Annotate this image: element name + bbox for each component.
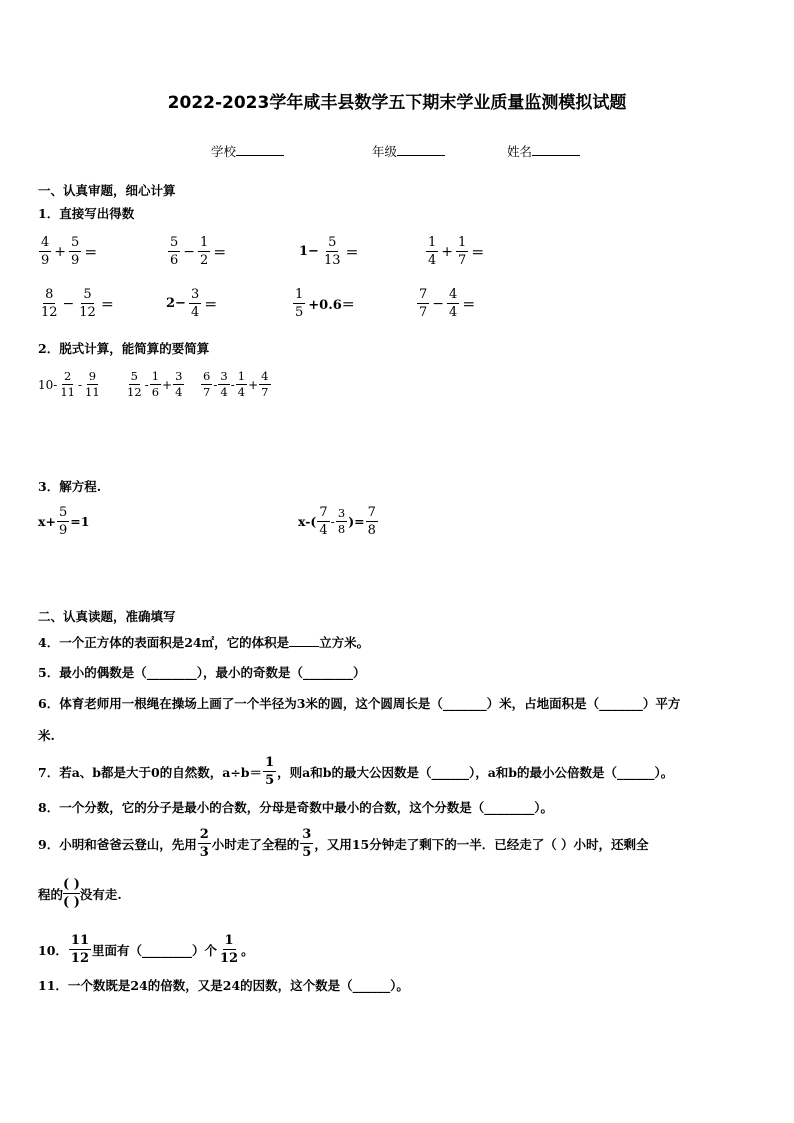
q4-blank bbox=[289, 634, 319, 647]
q8: 8．一个分数，它的分子是最小的合数，分母是奇数中最小的合数，这个分数是（________）。 bbox=[38, 800, 553, 815]
q6-line-2: 米. bbox=[38, 728, 55, 743]
q1-expr-8: $\frac{7}{7}$ − $\frac{4}{4}$ ＝ bbox=[419, 287, 476, 320]
q6-line-1: 6．体育老师用一根绳在操场上画了一个半径为3米的圆，这个圆周长是（_______）米，占地面积是（_______）平方 bbox=[38, 696, 681, 711]
q9-line-1: 9．小明和爸爸云登山，先用 $\frac{2}{3}$ 小时走了全程的 $\frac{3}{5}$ ，又用15分钟走了剩下的一半．已经走了（ ）小时，还剩全 bbox=[38, 827, 649, 860]
q1-expr-7: $\frac{1}{5}$ +0.6＝ bbox=[295, 287, 355, 320]
q2-expr-3: $\frac{6}{7}$ - $\frac{3}{4}$ - $\frac{1}{4}$ + $\frac{4}{7}$ bbox=[203, 369, 269, 399]
q9-line-2: 程的 ( ) ( ) 没有走. bbox=[38, 877, 122, 910]
name-blank bbox=[532, 143, 580, 156]
name-field bbox=[507, 142, 580, 160]
grade-label: 年级 bbox=[372, 144, 398, 159]
name-label: 姓名 bbox=[507, 144, 533, 159]
school-field bbox=[211, 142, 284, 160]
q2-expr-1: 10 - $\frac{2}{11}$ - $\frac{9}{11}$ bbox=[38, 369, 100, 399]
q1-expr-4: $\frac{1}{4}$ + $\frac{1}{7}$ ＝ bbox=[428, 235, 485, 268]
q3-equation-2: x-( $\frac{7}{4}$ - $\frac{3}{8}$ )= $\frac{7}{8}$ bbox=[298, 505, 376, 538]
page-title: 2022-2023学年咸丰县数学五下期末学业质量监测模拟试题 bbox=[167, 93, 627, 113]
q1-expr-6: 2− $\frac{3}{4}$ ＝ bbox=[166, 287, 218, 320]
q4: 4．一个正方体的表面积是24㎡，它的体积是 立方米。 bbox=[38, 635, 370, 650]
q5: 5．最小的偶数是（________），最小的奇数是（________） bbox=[38, 665, 366, 680]
q3-equation-1: x+ $\frac{5}{9}$ =1 bbox=[38, 505, 90, 538]
grade-field bbox=[372, 142, 445, 160]
q9-answer-fraction: ( ) ( ) bbox=[63, 877, 80, 910]
section-2-heading: 二、认真读题，准确填写 bbox=[38, 609, 176, 624]
section-1-heading: 一、认真审题，细心计算 bbox=[38, 183, 176, 198]
q1-expr-5: $\frac{8}{12}$ − $\frac{5}{12}$ ＝ bbox=[41, 287, 114, 320]
grade-blank bbox=[397, 143, 445, 156]
q1-expr-3: 1− $\frac{5}{13}$ ＝ bbox=[299, 235, 359, 268]
q7: 7．若a、b都是大于0的自然数，a÷b＝ $\frac{1}{5}$ ，则a和b的最大公因数是（______），a和b的最小公倍数是（______）。 bbox=[38, 755, 674, 788]
q1-label: 1．直接写出得数 bbox=[38, 206, 135, 221]
q3-label: 3．解方程. bbox=[38, 479, 102, 494]
q11: 11．一个数既是24的倍数，又是24的因数，这个数是（______）。 bbox=[38, 978, 409, 993]
q1-expr-2: $\frac{5}{6}$ − $\frac{1}{2}$ ＝ bbox=[170, 235, 227, 268]
school-label: 学校 bbox=[211, 144, 237, 159]
q2-expr-2: $\frac{5}{12}$ - $\frac{1}{6}$ + $\frac{3}{4}$ bbox=[127, 369, 183, 399]
q2-label: 2．脱式计算，能简算的要简算 bbox=[38, 341, 210, 356]
q10: 10． $\frac{11}{12}$ 里面有（________）个 $\frac{1}{12}$ 。 bbox=[38, 933, 254, 966]
school-blank bbox=[236, 143, 284, 156]
q1-expr-1: $\frac{4}{9}$ + $\frac{5}{9}$ ＝ bbox=[41, 235, 98, 268]
